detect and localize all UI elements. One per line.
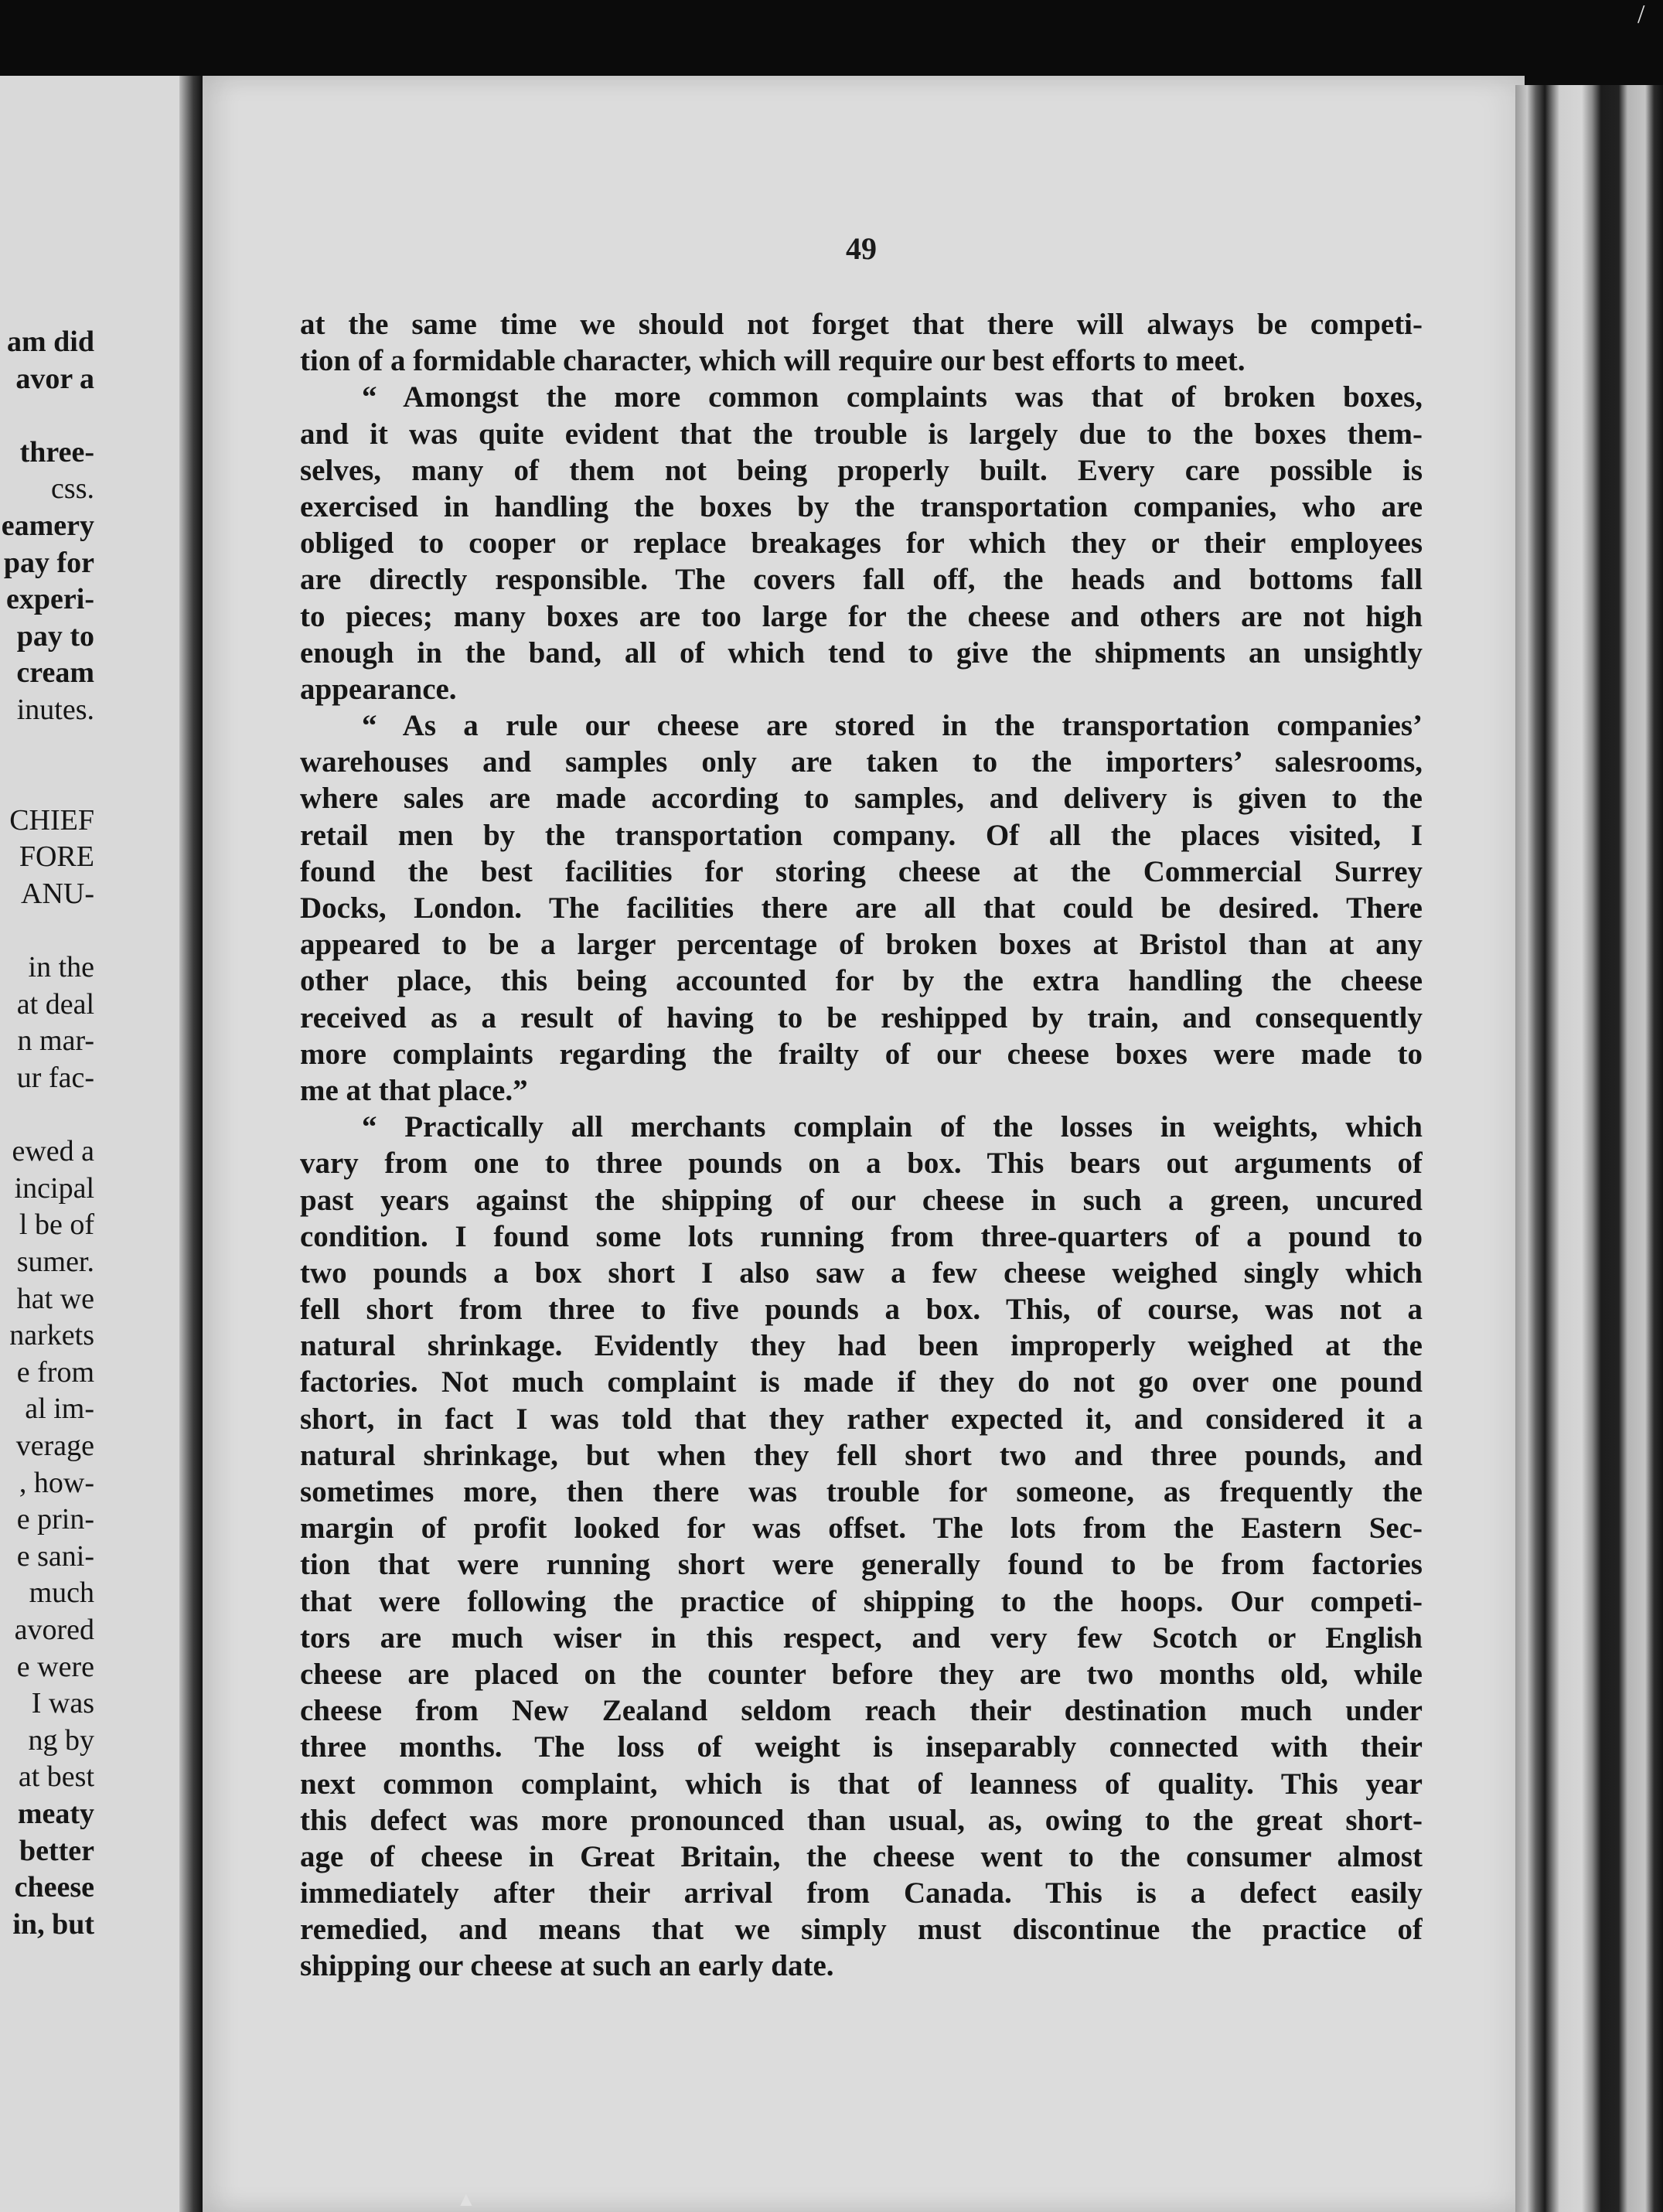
text-line: found the best facilities for storing cheese at the Commercial Surrey <box>300 854 1423 888</box>
text-line: where sales are made according to samples, and delivery is given to the <box>300 782 1423 816</box>
text-line: other place, this being accounted for by the extra handling the cheese <box>300 964 1423 998</box>
text-line: three months. The loss of weight is inseparably connected with their <box>300 1730 1423 1764</box>
text-line: natural shrinkage, but when they fell short two and three pounds, and <box>300 1438 1423 1472</box>
left-page-fragment: n mar- <box>17 1024 94 1058</box>
left-page-fragment: avor a <box>15 362 94 395</box>
text-line: past years against the shipping of our cheese in such a green, uncured <box>300 1183 1423 1217</box>
text-line: immediately after their arrival from Canada. This is a defect easily <box>300 1876 1423 1910</box>
text-line: vary from one to three pounds on a box. This bears out arguments of <box>300 1147 1423 1181</box>
text-line: sometimes more, then there was trouble for someone, as frequently the <box>300 1475 1423 1508</box>
left-page-fragment: cream <box>16 656 94 690</box>
paragraph <box>300 1109 1423 1985</box>
text-line: appeared to be a larger percentage of broken boxes at Bristol than at any <box>300 928 1423 962</box>
left-page-fragment: am did <box>7 325 94 358</box>
left-page-fragment: better <box>19 1834 94 1867</box>
text-line: selves, many of them not being properly built. Every care possible is <box>300 453 1423 487</box>
text-line: age of cheese in Great Britain, the cheese went to the consumer almost <box>300 1839 1423 1873</box>
text-line: tors are much wiser in this respect, and very few Scotch or English <box>300 1621 1423 1655</box>
book-gutter <box>179 76 203 2212</box>
left-page-fragment: cheese <box>14 1871 94 1904</box>
text-line: received as a result of having to be reshipped by train, and consequently <box>300 1000 1423 1034</box>
text-line: to pieces; many boxes are too large for the cheese and others are not high <box>300 599 1423 633</box>
text-line: remedied, and means that we simply must discontinue the practice of <box>300 1913 1423 1947</box>
paragraph <box>300 379 1423 707</box>
text-line: fell short from three to five pounds a box. This, of course, was not a <box>300 1293 1423 1327</box>
left-page-fragment: l be of <box>19 1208 94 1242</box>
left-page-fragment: e sani- <box>16 1539 94 1573</box>
left-page-fragment: avored <box>14 1614 94 1646</box>
left-page-fragment: , how- <box>19 1466 94 1499</box>
text-line: more complaints regarding the frailty of our cheese boxes were made to <box>300 1037 1423 1071</box>
left-page-fragment: e from <box>16 1355 94 1389</box>
left-facing-page <box>0 76 184 2212</box>
body-text <box>300 306 1423 1985</box>
text-line: Docks, London. The facilities there are all that could be desired. There <box>300 891 1423 925</box>
text-line: enough in the band, all of which tend to give the shipments an unsightly <box>300 636 1423 670</box>
text-line: at the same time we should not forget that there will always be competi- <box>300 308 1423 341</box>
scan-corner-mark: / <box>1637 0 1645 29</box>
left-page-fragment: much <box>29 1576 94 1610</box>
left-page-fragment: I was <box>31 1687 94 1720</box>
left-page-fragment: incipal <box>14 1171 94 1205</box>
text-line: shipping our cheese at such an early date. <box>300 1949 834 1983</box>
left-page-fragment: pay to <box>16 619 94 653</box>
text-line: that were following the practice of shipping to the hoops. Our competi- <box>300 1584 1423 1618</box>
text-line: cheese are placed on the counter before they are two months old, while <box>300 1657 1423 1691</box>
left-page-fragment: e prin- <box>16 1503 94 1536</box>
left-page-fragment: pay for <box>3 546 94 579</box>
text-line: obliged to cooper or replace breakages for which they or their employees <box>300 527 1423 561</box>
left-page-fragment: hat we <box>16 1282 94 1315</box>
page-edges <box>1515 85 1663 2212</box>
left-page-fragment: ng by <box>28 1723 94 1757</box>
left-page-fragment: ur fac- <box>16 1062 94 1094</box>
left-page-fragment: verage <box>15 1430 94 1462</box>
text-line: “ Amongst the more common complaints was that of broken boxes, <box>362 380 1423 414</box>
text-line: tion that were running short were generally found to be from factories <box>300 1548 1423 1582</box>
text-line: two pounds a box short I also saw a few cheese weighed singly which <box>300 1256 1423 1290</box>
text-line: margin of profit looked for was offset. The lots from the Eastern Sec- <box>300 1512 1423 1546</box>
text-line: warehouses and samples only are taken to the importers’ salesrooms, <box>300 745 1423 779</box>
left-page-fragment: e were <box>16 1650 94 1683</box>
text-line: appearance. <box>300 672 457 706</box>
text-line: retail men by the transportation company. Of all the places visited, I <box>300 818 1423 852</box>
text-line: “ As a rule our cheese are stored in the transportation companies’ <box>362 709 1423 743</box>
text-line: cheese from New Zealand seldom reach their destination much under <box>300 1694 1423 1728</box>
text-line: natural shrinkage. Evidently they had been improperly weighed at the <box>300 1329 1423 1363</box>
left-page-fragment: inutes. <box>16 694 94 726</box>
text-line: factories. Not much complaint is made if they do not go over one pound <box>300 1365 1423 1399</box>
left-page-fragment: at deal <box>16 987 94 1021</box>
left-page-fragment: ewed a <box>12 1135 94 1168</box>
text-line: “ Practically all merchants complain of the losses in weights, which <box>362 1110 1423 1144</box>
text-line: this defect was more pronounced than usual, as, owing to the great short- <box>300 1803 1423 1837</box>
left-page-fragment: in the <box>28 951 94 984</box>
left-page-fragment: in, but <box>12 1907 94 1941</box>
page-number: 49 <box>846 231 877 266</box>
left-page-fragment: CHIEF <box>9 803 94 837</box>
text-line: next common complaint, which is that of leanness of quality. This year <box>300 1767 1423 1801</box>
text-line: are directly responsible. The covers fall off, the heads and bottoms fall <box>300 563 1423 597</box>
scan-artifact-mark: ▲ <box>456 2188 476 2210</box>
left-page-fragment: experi- <box>6 583 94 616</box>
left-page-fragment: three- <box>19 435 94 469</box>
left-page-fragment: at best <box>18 1760 94 1794</box>
paragraph <box>300 707 1423 1109</box>
text-line: and it was quite evident that the trouble is largely due to the boxes them- <box>300 417 1423 451</box>
left-page-fragment: meaty <box>17 1798 94 1830</box>
left-page-fragment: al im- <box>25 1392 94 1426</box>
text-line: short, in fact I was told that they rather expected it, and considered it a <box>300 1402 1423 1436</box>
left-page-fragment: sumer. <box>16 1246 94 1278</box>
text-line: exercised in handling the boxes by the transportation companies, who are <box>300 489 1423 523</box>
left-page-fragment: css. <box>51 472 94 506</box>
text-line: tion of a formidable character, which will require our best efforts to meet. <box>300 344 1246 378</box>
left-page-fragment: eamery <box>1 510 94 542</box>
text-line: me at that place.” <box>300 1073 528 1107</box>
paragraph <box>300 306 1423 379</box>
left-page-fragment: ANU- <box>21 878 94 910</box>
left-page-fragment: FORE <box>19 840 94 874</box>
left-page-fragment: narkets <box>9 1319 94 1352</box>
text-line: condition. I found some lots running from three-quarters of a pound to <box>300 1219 1423 1253</box>
